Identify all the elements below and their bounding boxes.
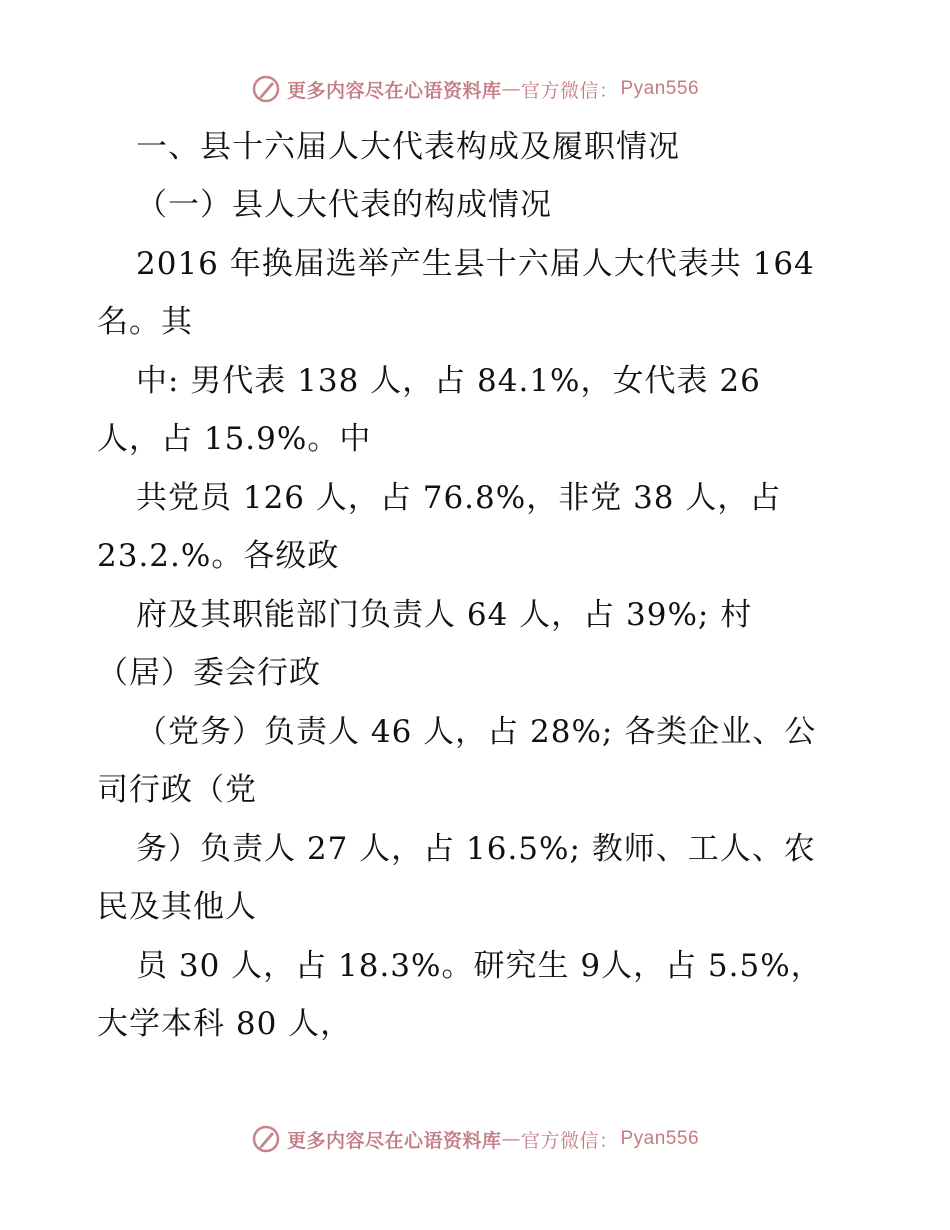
watermark-separator: — xyxy=(501,1128,521,1150)
paragraph-line: 23.2.%。各级政 xyxy=(97,538,340,574)
subsection-heading: （一）县人大代表的构成情况 xyxy=(136,187,552,223)
paragraph-line: 务）负责人 27 人，占 16.5%; 教师、工人、农 xyxy=(136,831,816,867)
paragraph-line: （党务）负责人 46 人，占 28%; 各类企业、公 xyxy=(136,714,817,750)
watermark-title: 更多内容尽在心语资料库 xyxy=(286,1129,502,1152)
paragraph-line: 司行政（党 xyxy=(97,772,257,808)
paragraph-line: 人，占 15.9%。中 xyxy=(97,421,372,457)
paragraph-line: 名。其 xyxy=(97,304,193,340)
watermark-separator: — xyxy=(501,78,521,100)
paragraph-line: 民及其他人 xyxy=(97,889,257,925)
watermark-wechat-id: Pyan556 xyxy=(620,1128,700,1149)
section-heading: 一、县十六届人大代表构成及履职情况 xyxy=(136,129,680,165)
paragraph-line: 大学本科 80 人， xyxy=(97,1006,353,1042)
watermark-wechat-label: 官方微信： xyxy=(520,79,619,102)
watermark-wechat-id: Pyan556 xyxy=(620,78,700,99)
watermark-title: 更多内容尽在心语资料库 xyxy=(286,79,502,102)
header-watermark xyxy=(0,74,950,104)
footer-watermark xyxy=(0,1124,950,1154)
paragraph-line: 2016 年换届选举产生县十六届人大代表共 164 xyxy=(136,246,815,282)
paragraph-line: （居）委会行政 xyxy=(97,655,321,691)
pen-logo-icon xyxy=(251,74,281,104)
paragraph-line: 共党员 126 人，占 76.8%，非党 38 人，占 xyxy=(136,480,782,516)
paragraph-line: 中: 男代表 138 人，占 84.1%，女代表 26 xyxy=(136,363,761,399)
paragraph-line: 员 30 人，占 18.3%。研究生 9人，占 5.5%， xyxy=(136,948,823,984)
watermark-wechat-label: 官方微信： xyxy=(520,1129,619,1152)
paragraph-line: 府及其职能部门负责人 64 人，占 39%; 村 xyxy=(136,597,753,633)
pen-logo-icon xyxy=(251,1124,281,1154)
